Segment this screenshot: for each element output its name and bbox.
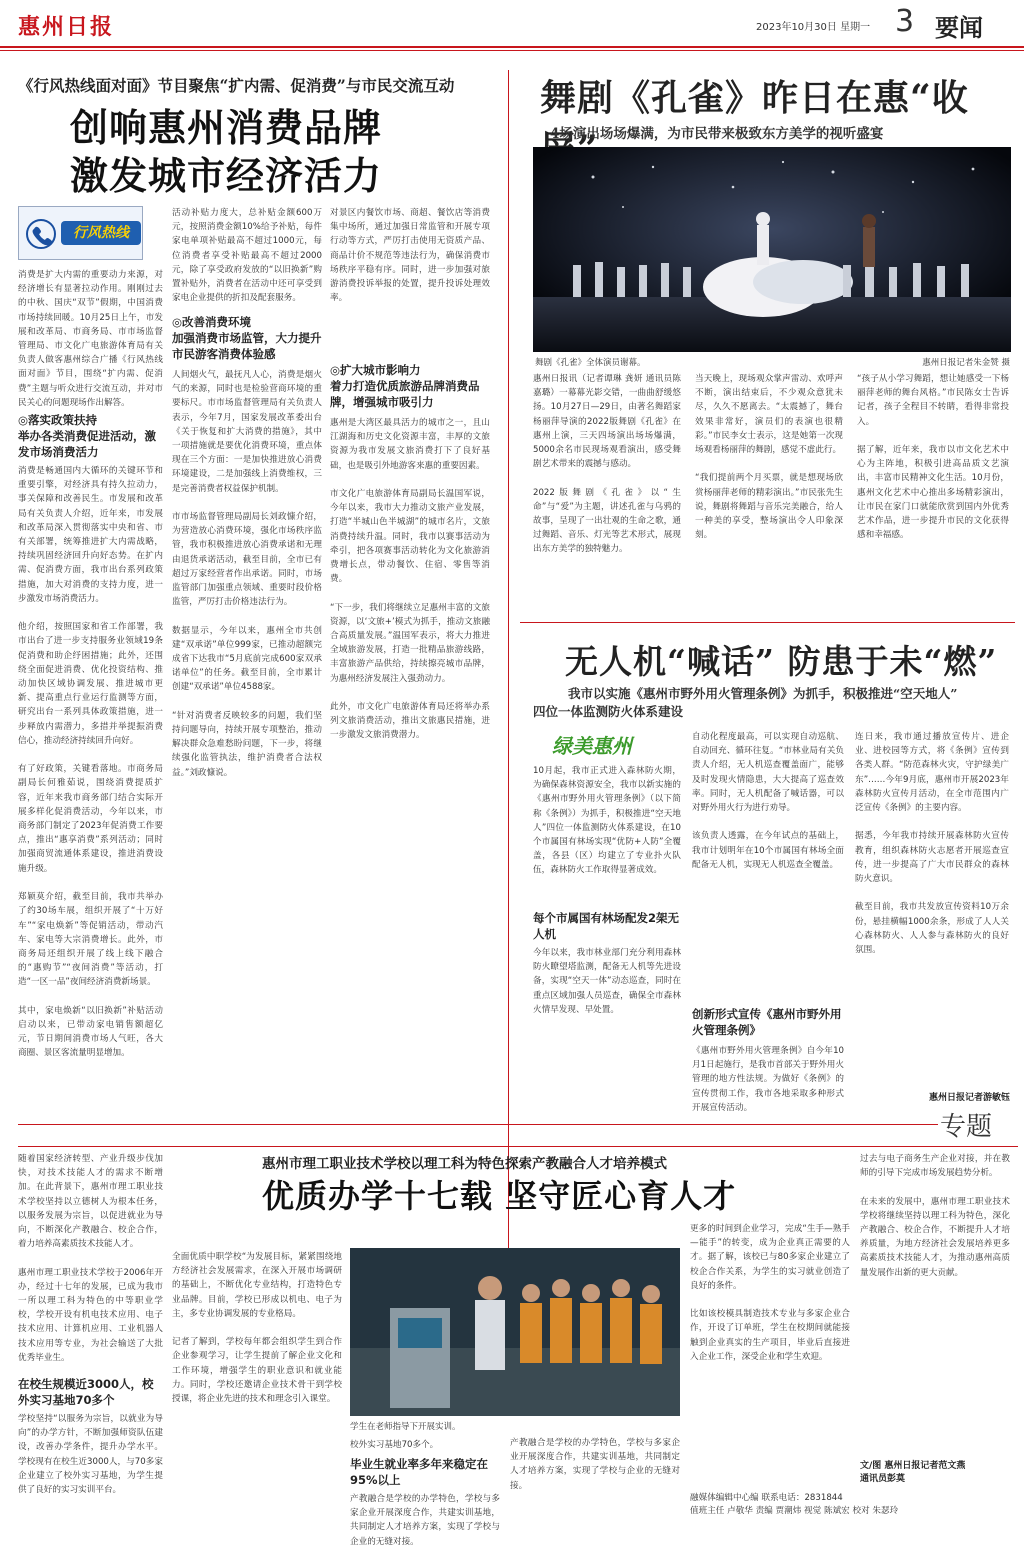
story3-headline: 无人机“喊话” 防患于未“燃” (565, 642, 998, 681)
story3-col1-body: 10月起，我市正式进入森林防火期，为确保森林资源安全，我市以新实施的《惠州市野外用火管理条例》（以下简称《条例》）为抓手，积极推进“空天地人”四位一体监测防火体系建设，在10个市属国有林场实现“优防+人防”全覆盖，各县（区）均建立了专业扑火队伍，森林防火工作取得显著成效。 (533, 766, 681, 876)
story3-col1-body2: 今年以来，我市林业部门充分利用森林防火瞭望塔监测，配备无人机等先进设备，实现“空天一体”动态巡查，同时在重点区域加强人员巡查，确保全市森林火情早发现、早处置。 (533, 948, 681, 1015)
story3-col2-subhead: 创新形式宣传《惠州市野外用火管理条例》 (692, 1007, 842, 1037)
story1-col3-body: 惠州是大湾区最具活力的城市之一，且山江湖海和历史文化资源丰富，丰厚的文旅资源为我市发展文旅消费打下了良好基础，也是吸引外地游客来惠的重要因素。 市文化广电旅游体育局副局长温国军说，今年以来，我市大力推动文旅产业发展，打造“半城山色半城湖”的城市名片，文旅消费持续升温。同时，我市以赛事活动为牵引，把各项赛事活动转化为文化旅游消费增长点，带动餐饮、住宿、零售等消费。 “下一步，我们将继续立足惠州丰富的文旅资源，以‘文旅+’模式为抓手，推动文旅融合高质量发展。”温国军表示，将大力推进全域旅游发展，打造一批精品旅游线路，丰富旅游产品供给，持续擦亮城市品牌，为惠州经济发展注入强劲动力。 此外，市文化广电旅游体育局还将举办系列文旅消费活动，推出文旅惠民措施，进一步激发文旅消费潜力。 (330, 418, 490, 741)
story1-col3-subhead: ◎扩大城市影响力 着力打造优质旅游品牌消费品牌，增强城市吸引力 (330, 363, 480, 409)
special-col5-body: 过去与电子商务生产企业对接，并在教师的引导下完成市场发展趋势分析。 在未来的发展中，惠州市理工职业技术学校将继续坚持以理工科为特色，深化产教融合、校企合作，不断提升人才培养质量，为地方经济社会发展培养更多高素质技术技能人才，为推动惠州高质量发展作出新的更大贡献。 (860, 1154, 1010, 1278)
special-col3-body: 校外实习基地70多个。 (350, 1440, 439, 1450)
story1-col1-intro: 消费是扩大内需的重要动力来源，对经济增长有显著拉动作用。刚刚过去的中秋、国庆“双节”假期，中国消费市场持续回暖。10月25日上午，市发展和改革局、市商务局、市市场监督管理局、市文化广电旅游体育局有关负责人做客惠州综合广播《行风热线面对面》节目，围绕“扩内需、促消费”主题与听众进行交流互动，并对市民关心的问题现场作出解答。 (18, 270, 163, 408)
hotline-badge-text: 行风热线 (61, 221, 141, 245)
green-huizhou-logo: 绿美惠州 (552, 734, 632, 758)
story3-col2-body: 自动化程度最高，可以实现自动巡航、自动回充、循环往复。“市林业局有关负责人介绍，无人机巡查覆盖面广，能够及时发现火情隐患，大大提高了巡查效率。同时，无人机配备了喊话器，可以对野外用火行为进行劝导。 该负责人透露，在今年试点的基础上，我市计划明年在10个市属国有林场全面配备无人机，实现无人机巡查全覆盖。 (692, 732, 844, 870)
story2-subhead: 4场演出场场爆满，为市民带来极致东方美学的视听盛宴 (550, 126, 884, 142)
newspaper-logo: 惠州日报 (18, 14, 115, 40)
footer-editor-line1: 融媒体编辑中心编 联系电话：2831844 (690, 1493, 843, 1503)
special-section-tag: 专题 (940, 1112, 993, 1142)
issue-date: 2023年10月30日 星期一 (756, 22, 871, 33)
special-kicker: 惠州市理工职业技术学校以理工科为特色探索产教融合人才培养模式 (262, 1156, 667, 1172)
story1-headline-line2: 激发城市经济活力 (70, 153, 383, 198)
special-headline: 优质办学十七载 坚守匠心育人才 (262, 1177, 737, 1215)
story3-subhead-line2: 四位一体监测防火体系建设 (533, 704, 684, 719)
story1-col3-intro: 对景区内餐饮市场、商超、餐饮店等消费集中场所，通过加强日常监管和开展专项行动等方式，严厉打击使用无资质产品、商品计价不规范等违法行为，确保消费市场秩序平稳有序。同时，进一步加强对旅游消费投诉举报的处置，提升投诉处理效率。 (330, 208, 490, 304)
special-col2-body: 全面优质中职学校“为发展目标，紧紧围绕地方经济社会发展需求，在深入开展市场调研的基础上，不断优化专业结构，打造特色专业品牌。目前，学校已形成以机电、电子为主，多专业协调发展的专业格局。 记者了解到，学校每年都会组织学生到合作企业参观学习，让学生提前了解企业文化和工作环境，增强学生的职业意识和就业能力。同时，学校还邀请企业技术骨干到学校授课，将企业先进的技术和理念引入课堂。 (172, 1252, 342, 1405)
story3-col2-body2: 《惠州市野外用火管理条例》自今年10月1日起施行，是我市首部关于野外用火管理的地方性法规。为做好《条例》的宣传贯彻工作，我市各地采取多种形式开展宣传活动。 (692, 1046, 844, 1113)
stage-performance-image (533, 147, 1011, 352)
masthead-rule-thin (0, 50, 1024, 51)
page-number: 3 (895, 4, 915, 39)
story1-col1-subhead: ◎落实政策扶持 举办各类消费促进活动，激发市场消费活力 (18, 413, 156, 459)
special-col1-subhead: 在校生规模近3000人，校外实习基地70多个 (18, 1377, 154, 1407)
story3-col1-subhead: 每个市属国有林场配发2架无人机 (533, 911, 680, 941)
story3-col3-body: 连日来，我市通过播放宣传片、进企业、进校园等方式，将《条例》宣传到各类人群。“防范森林火灾，守护绿美广东”……今年9月底，惠州市开展2023年森林防火宣传月活动，在全市范围内广泛宣传《条例》的主要内容。 据悉，今年我市持续开展森林防火宣传教育，组织森林防火志愿者开展巡查宣传，进一步提高了广大市民群众的森林防火意识。 截至目前，我市共发放宣传资料10万余份，悬挂横幅1000余条，形成了人人关心森林防火、人人参与森林防火的良好氛围。 (855, 732, 1009, 956)
section-divider (520, 622, 1015, 623)
story3-byline: 惠州日报记者游敏钰 (928, 1093, 1010, 1103)
special-photo-caption: 学生在老师指导下开展实训。 (350, 1422, 461, 1432)
story2-col1: 惠州日报讯（记者谭琳 龚妍 通讯员陈嘉璐）一幕幕光影交错，一曲曲舒缓悠扬。10月27日—29日，由著名舞蹈家杨丽萍导演的2022版舞剧《孔雀》在惠州上演，三天四场演出场场爆满，5000余名市民现场观看演出，感受舞剧艺术带来的震撼与感动。 2022版舞剧《孔雀》以“生命”与“爱”为主题，讲述孔雀与乌鸦的故事，呈现了一出壮观的生命之歌，通过舞蹈、音乐、灯光等艺术形式，展现出东方美学的独特魅力。 (533, 374, 681, 555)
section-name: 要闻 (935, 14, 983, 42)
special-col1-body: 随着国家经济转型、产业升级步伐加快，对技术技能人才的需求不断增加。在此背景下，惠州市理工职业技术学校坚持以立德树人为根本任务，以服务发展为宗旨，以促进就业为导向，不断深化产教融合、校企合作，着力培养高素质技术技能人才。 惠州市理工职业技术学校于2006年开办，经过十七年的发展，已成为我市一所以理工科为特色的中等职业学校，学校开设有机电技术应用、电子技术应用、计算机应用、工业机器人技术应用等专业，为社会输送了大批优秀毕业生。 (18, 1154, 163, 1363)
special-col3b-body: 产教融合是学校的办学特色，学校与多家企业开展深度合作，共建实训基地，共同制定人才培养方案，实现了学校与企业的无缝对接。 (510, 1438, 680, 1491)
story2-col2: 当天晚上，现场观众掌声雷动、欢呼声不断，演出结束后，不少观众意犹未尽，久久不愿离去。“太震撼了，舞台效果非常好，演员们的表演也很精彩。”市民李女士表示，这是她第一次现场观看杨丽萍的舞剧，感觉不虚此行。 “我们提前两个月买票，就是想现场欣赏杨丽萍老师的精彩演出。”市民张先生说，舞剧将舞蹈与音乐完美融合，给人一种美的享受，整场演出令人印象深刻。 (695, 374, 843, 541)
special-divider-lower (18, 1146, 1018, 1147)
masthead-rule (0, 46, 1024, 48)
classroom-image (350, 1248, 680, 1416)
story1-kicker: 《行风热线面对面》节目聚焦“扩内需、促消费”与市民交流互动 (18, 76, 455, 95)
peacock-dance-photo (533, 147, 1011, 352)
story2-col3: “孩子从小学习舞蹈，想让她感受一下杨丽萍老师的舞台风格。”市民陈女士告诉记者，孩子全程目不转睛，看得非常投入。 据了解，近年来，我市以市文化艺术中心为主阵地，积极引进高品质文艺演出，丰富市民精神文化生活。10月份，惠州文化艺术中心推出多场精彩演出，让市民在家门口就能欣赏到国内外优秀艺术作品，进一步提升市民的文化获得感和幸福感。 (857, 374, 1009, 541)
story2-headline: 舞剧《孔雀》昨日在惠“收 (540, 77, 969, 119)
story1-col2-intro: 活动补贴力度大，总补贴金额600万元，按照消费金额10%给予补贴，每件家电单项补贴最高不超过1000元，每位消费者享受补贴最高不超过2000元，除了享受政府发放的“以旧换新”购置补贴外，消费者在活动中还可享受到家电企业提供的折扣及配套服务。 (172, 208, 322, 304)
hotline-badge (18, 206, 143, 260)
special-col4-body: 更多的时间到企业学习，完成“生手—熟手—能手”的转变，成为企业真正需要的人才。据了解，该校已与80多家企业建立了校企合作关系，为学生的实习就业创造了良好的条件。 比如该校模具制造技术专业与多家企业合作，开设了订单班，学生在校期间就能接触到企业真实的生产项目，毕业后直接进入企业工作，深受企业和学生欢迎。 (690, 1224, 850, 1362)
special-col3-subhead: 毕业生就业率多年来稳定在95%以上 (350, 1457, 488, 1487)
story1-col2-body: 人间烟火气，最抚凡人心，消费是烟火气的来源，同时也是检验营商环境的重要标尺。市市场监督管理局有关负责人表示，今年7月，国家发展改革委出台《关于恢复和扩大消费的措施》，其中一项措施就是要优化消费环境，重点体现在三个方面：一是加快推进放心消费环境建设，二是加强线上消费维权，三是完善消费者权益保护机制。 市市场监督管理局副局长刘政慷介绍，为营造放心消费环境，强化市场秩序监管，我市积极推进放心消费承诺和无理由退货承诺活动，截至目前，全市已有超过万家经营者作出承诺。同时，市场监管部门加强重点领域、重要时段价格监管，严厉打击价格违法行为。 数据显示，今年以来，惠州全市共创建“双承诺”单位999家，已推动超额完成省下达我市“5月底前完成600家双承诺单位”的任务。截至目前，全市累计创建“双承诺”单位4588家。 “针对消费者反映较多的问题，我们坚持问题导向，持续开展专项整治，推动解决群众急难愁盼问题，下一步，将继续强化监管执法，维护消费者合法权益。”刘政慷说。 (172, 370, 322, 778)
special-byline: 文/图 惠州日报记者范文燕 通讯员彭莫 (860, 1461, 966, 1484)
story3-subhead-line1: 我市以实施《惠州市野外用火管理条例》为抓手，积极推进“空天地人” (568, 686, 958, 701)
training-photo (350, 1248, 680, 1416)
special-col1-body2: 学校坚持“以服务为宗旨，以就业为导向”的办学方针，不断加强师资队伍建设，改善办学条件，提升办学水平。学校现有在校生近3000人，与70多家企业建立了校外实习基地，为学生提供了良好的实习实训平台。 (18, 1414, 163, 1496)
special-divider (18, 1124, 938, 1125)
story2-photo-credit: 惠州日报记者朱金赞 摄 (922, 358, 1010, 368)
special-col3-body2: 产教融合是学校的办学特色，学校与多家企业开展深度合作，共建实训基地，共同制定人才培养方案，实现了学校与企业的无缝对接。 (350, 1494, 500, 1547)
story2-photo-caption: 舞剧《孔雀》全体演员谢幕。 (535, 358, 646, 368)
story1-col2-subhead: ◎改善消费环境 加强消费市场监管，大力提升市民游客消费体验感 (172, 315, 322, 361)
story1-col1-body: 消费是畅通国内大循环的关键环节和重要引擎，对经济具有持久拉动力，事关保障和改善民生。市发展和改革局有关负责人介绍，近年来，市发展和改革局深入贯彻落实中央和省、市有关部署，统筹推进扩大内需战略，持续巩固经济回升向好态势。在扩内需、促消费方面，我市出台系列政策措施，加大对消费的支持力度，进一步激发市场消费活力。 他介绍，按照国家和省工作部署，我市出台了进一步支持服务业领域19条促消费和助企纾困措施；此外，还围绕全面促进消费、优化投资结构、推动加快区域协调发展、推进城市更新、提高重点行业运行监测等方面，研究出台一系列具体政策措施，进一步释放内需潜力，多措并举提振消费信心，推动经济持续回升向好。 有了好政策，关键看落地。市商务局副局长何雅茹说，围绕消费提质扩容，近年来我市商务部门结合实际开展多样化促消费活动，今年以来，市商务部门制定了2023年促消费工作要点，推出“惠享消费”系列活动；同时加强商贸流通体系建设，推进消费设施升级。 郑颖莫介绍，截至目前，我市共举办了约30场车展，组织开展了“十万好车”“家电焕新”等促销活动，带动汽车、家电等大宗消费增长。此外，市商务局还组织开展了线上线下融合的“惠购节”“夜间消费”等活动，打造“一区一品”夜间经济消费新场景。 其中，家电焕新“以旧换新”补贴活动启动以来，已带动家电销售额超亿元，节日期间消费市场人气旺，各大商圈、景区客流量明显增加。 (18, 466, 163, 1059)
story1-headline-line1: 创响惠州消费品牌 (70, 105, 383, 150)
footer-editor-line2: 值班主任 卢敬华 责编 贾潮炜 视觉 陈斌宏 校对 朱瑟玲 (690, 1506, 899, 1516)
